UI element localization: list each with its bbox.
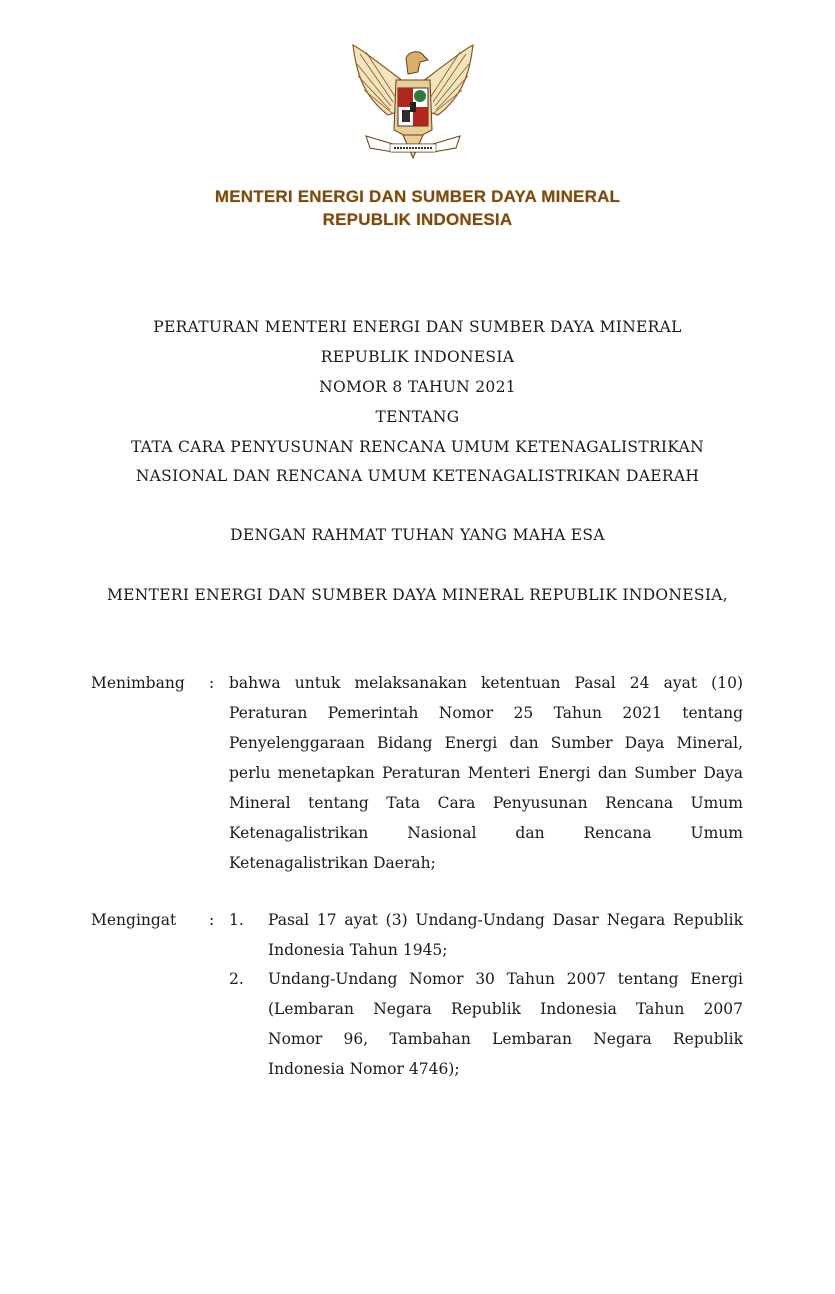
mengingat-label: Mengingat (91, 911, 177, 929)
mengingat-item-number: 2. (229, 970, 244, 988)
issuer: MENTERI ENERGI DAN SUMBER DAYA MINERAL REPUBLIK INDONESIA, (107, 586, 728, 604)
menimbang-text: bahwa untuk melaksanakan ketentuan Pasal 24 ayat (10) Peraturan Pemerintah Nomor 25 Tahun 2021 tentang Penyelenggaraan Bidang Energi dan Sumber Daya Mineral, perlu menetapkan Peraturan Menteri Energi dan Sumber Daya Mineral tentang Tata Cara Penyusunan Rencana Umum Ketenagalistrikan Nasional dan Rencana Umum Ketenagalistrikan Daerah; (229, 674, 743, 872)
garuda-emblem-icon (348, 40, 478, 170)
menimbang-colon: : (209, 674, 215, 692)
invocation: DENGAN RAHMAT TUHAN YANG MAHA ESA (230, 526, 605, 544)
mengingat-item: Pasal 17 ayat (3) Undang-Undang Dasar Negara Republik Indonesia Tahun 1945; (268, 911, 743, 959)
letterhead-line1: MENTERI ENERGI DAN SUMBER DAYA MINERAL (214, 187, 621, 206)
regulation-number: NOMOR 8 TAHUN 2021 (319, 378, 516, 396)
mengingat-item: Undang-Undang Nomor 30 Tahun 2007 tentang Energi (Lembaran Negara Republik Indonesia Tahun 2007 Nomor 96, Tambahan Lembaran Negara Republik Indonesia Nomor 4746); (268, 970, 743, 1078)
regulation-subject-line: NASIONAL DAN RENCANA UMUM KETENAGALISTRIKAN DAERAH (135, 467, 700, 485)
regulation-title-line: PERATURAN MENTERI ENERGI DAN SUMBER DAYA MINERAL (153, 318, 682, 336)
regulation-tentang: TENTANG (375, 408, 460, 426)
mengingat-item-number: 1. (229, 911, 244, 929)
regulation-subject-line: TATA CARA PENYUSUNAN RENCANA UMUM KETENAGALISTRIKAN (131, 438, 704, 456)
regulation-title-line: REPUBLIK INDONESIA (320, 348, 515, 366)
letterhead-line2: REPUBLIK INDONESIA (322, 210, 513, 229)
mengingat-colon: : (209, 911, 215, 929)
menimbang-label: Menimbang (91, 674, 185, 692)
